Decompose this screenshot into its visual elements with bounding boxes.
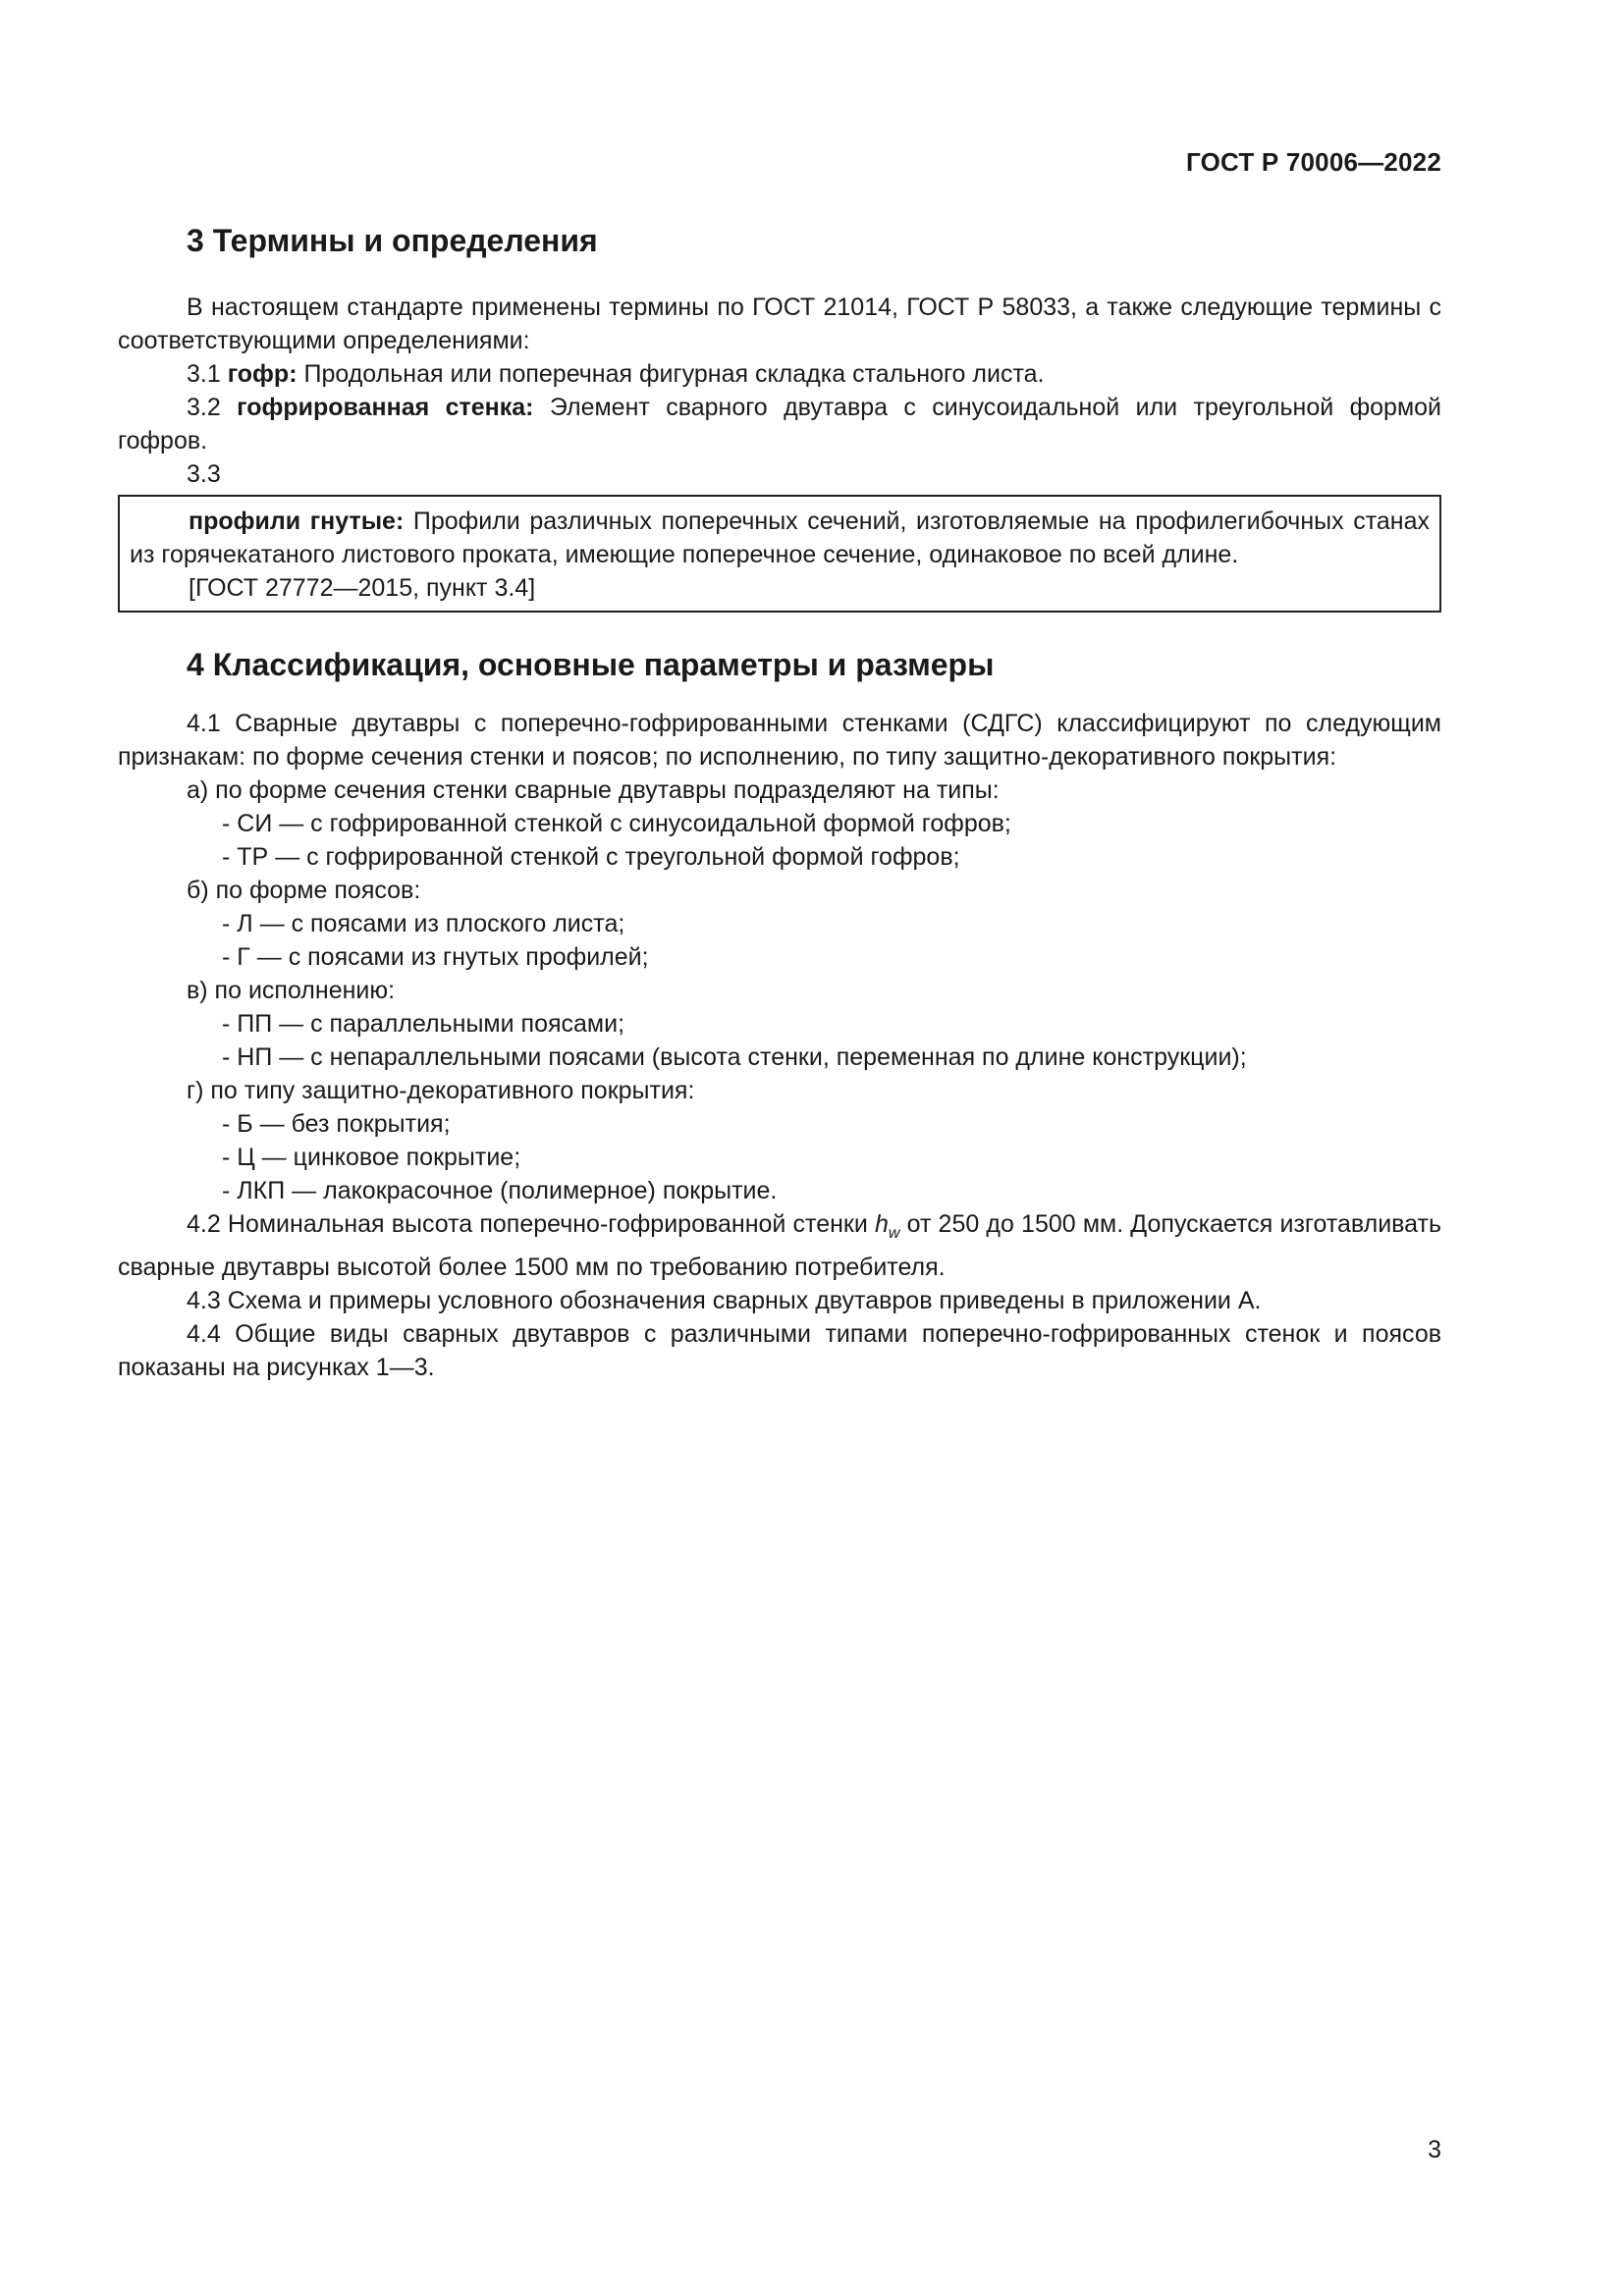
term-3-3-number: 3.3 [187,460,221,488]
list-b-item-1: - Л — с поясами из плоского листа; [222,910,625,937]
term-3-2-number: 3.2 [187,394,238,421]
list-b-item-2: - Г — с поясами из гнутых профилей; [222,943,649,971]
term-3-1-number: 3.1 [187,360,228,388]
list-a-item-1: - СИ — с гофрированной стенкой с синусоидальной формой гофров; [222,810,1011,837]
web-height-subscript: w [888,1225,900,1242]
document-body [118,218,1441,1384]
term-3-1 [118,357,1441,391]
paragraph-4-2-end: от 250 до 1500 мм. Допускается изготавливать сварные двутавры высотой более 1500 мм по требованию потребителя. [118,1210,1441,1281]
term-3-3-name: профили гнутые: [189,507,405,535]
paragraph-4-2-start: 4.2 Номинальная высота поперечно-гофрированной стенки [187,1210,875,1238]
term-3-3-definition: Профили различных поперечных сечений, изготовляемые на профилегибочных станах из горячекатаного листового проката, имеющие поперечное сечение, одинаковое по всей длине. [130,507,1430,568]
list-g-item-1: - Б — без покрытия; [222,1110,451,1138]
list-v-heading: в) по исполнению: [187,977,396,1004]
list-v-item-1: - ПП — с параллельными поясами; [222,1010,625,1038]
term-3-1-definition: Продольная или поперечная фигурная складка стального листа. [297,360,1045,388]
term-3-2 [118,391,1441,457]
term-3-2-name: гофрированная стенка: [237,394,534,421]
list-a-item-2: - ТР — с гофрированной стенкой с треугольной формой гофров; [222,843,960,871]
term-3-3 [130,505,1430,571]
term-3-3-reference: [ГОСТ 27772—2015, пункт 3.4] [189,574,536,602]
section-3-intro: В настоящем стандарте применены термины по ГОСТ 21014, ГОСТ Р 58033, а также следующие термины с соответствующими определениями: [118,294,1441,354]
list-b-heading: б) по форме поясов: [187,877,421,904]
paragraph-4-1: 4.1 Сварные двутавры с поперечно-гофрированными стенками (СДГС) классифицируют по следующим признакам: по форме сечения стенки и поясов; по исполнению, по типу защитно-декоративного покрытия: [118,710,1441,771]
paragraph-4-2 [118,1207,1441,1284]
term-3-1-name: гофр: [227,360,298,388]
document-id-header: ГОСТ Р 70006—2022 [1186,147,1441,177]
term-3-3-box [118,495,1441,613]
term-3-2-definition: Элемент сварного двутавра с синусоидальной или треугольной формой гофров. [118,394,1442,454]
web-height-symbol: h [874,1210,889,1238]
list-v-item-2: - НП — с непараллельными поясами (высота стенки, переменная по длине конструкции); [222,1043,1247,1071]
list-g-item-2: - Ц — цинковое покрытие; [222,1144,521,1171]
list-a-heading: а) по форме сечения стенки сварные двутавры подразделяют на типы: [187,776,1000,804]
list-g-heading: г) по типу защитно-декоративного покрытия: [187,1077,695,1104]
paragraph-4-3: 4.3 Схема и примеры условного обозначения сварных двутавров приведены в приложении А. [187,1287,1262,1314]
document-page [118,0,1441,2296]
list-g-item-3: - ЛКП — лакокрасочное (полимерное) покрытие. [222,1177,778,1204]
paragraph-4-4: 4.4 Общие виды сварных двутавров с различными типами поперечно-гофрированных стенок и поясов показаны на рисунках 1—3. [118,1320,1441,1381]
section-4-heading: 4 Классификация, основные параметры и размеры [187,647,995,682]
page-number: 3 [1428,2136,1441,2163]
section-3-heading: 3 Термины и определения [187,223,598,258]
